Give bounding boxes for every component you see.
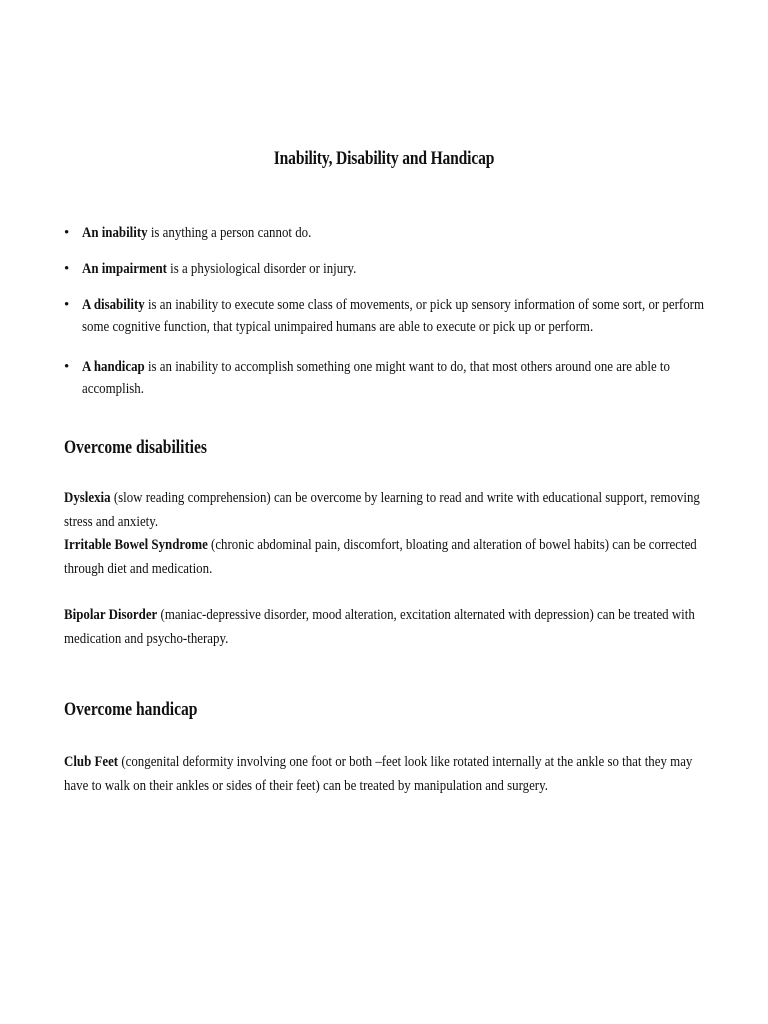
definition-term: An impairment: [82, 261, 167, 277]
definition-text: is a physiological disorder or injury.: [166, 261, 357, 277]
bullet-icon: •: [64, 297, 70, 313]
definition-text: is anything a person cannot do.: [147, 225, 312, 241]
paragraph-term: Bipolar Disorder: [64, 607, 158, 623]
paragraph: [64, 750, 718, 798]
definition-item: [64, 222, 768, 244]
definition-term: An inability: [82, 225, 148, 241]
paragraph-term: Club Feet: [64, 754, 119, 770]
paragraph-text: (congenital deformity involving one foot or both –feet look like rotated internally at the ankle so that they may have to walk on their ankles or sides of their feet) can be treated by manipulation and surgery.: [64, 754, 693, 794]
bullet-icon: •: [64, 225, 70, 241]
section-heading: Overcome disabilities: [64, 437, 207, 458]
definition-text: is an inability to execute some class of movements, or pick up sensory information of some sort, or perform some cognitive function, that typical unimpaired humans are able to execute or pick up or perform.: [82, 297, 704, 335]
bullet-icon: •: [64, 359, 70, 375]
bullet-icon: •: [64, 261, 70, 277]
definition-item: [64, 294, 768, 338]
definition-item: [64, 258, 768, 280]
paragraph-term: Irritable Bowel Syndrome: [64, 537, 208, 553]
paragraph: [64, 486, 718, 534]
paragraph-term: Dyslexia: [64, 490, 111, 506]
paragraph-text: (chronic abdominal pain, discomfort, bloating and alteration of bowel habits) can be corrected through diet and medication.: [64, 537, 697, 577]
definition-text: is an inability to accomplish something one might want to do, that most others around one are able to accomplish.: [82, 359, 670, 397]
definition-term: A disability: [82, 297, 145, 313]
paragraph-text: (maniac-depressive disorder, mood alteration, excitation alternated with depression) can be treated with medication and psycho-therapy.: [64, 607, 695, 647]
definition-list: [64, 222, 768, 414]
definition-term: A handicap: [82, 359, 145, 375]
page-title: Inability, Disability and Handicap: [273, 148, 495, 169]
section-heading: Overcome handicap: [64, 699, 198, 720]
paragraph: [64, 603, 718, 651]
paragraph: [64, 533, 718, 581]
definition-item: [64, 356, 768, 400]
paragraph-text: (slow reading comprehension) can be overcome by learning to read and write with educational support, removing stress and anxiety.: [64, 490, 700, 530]
